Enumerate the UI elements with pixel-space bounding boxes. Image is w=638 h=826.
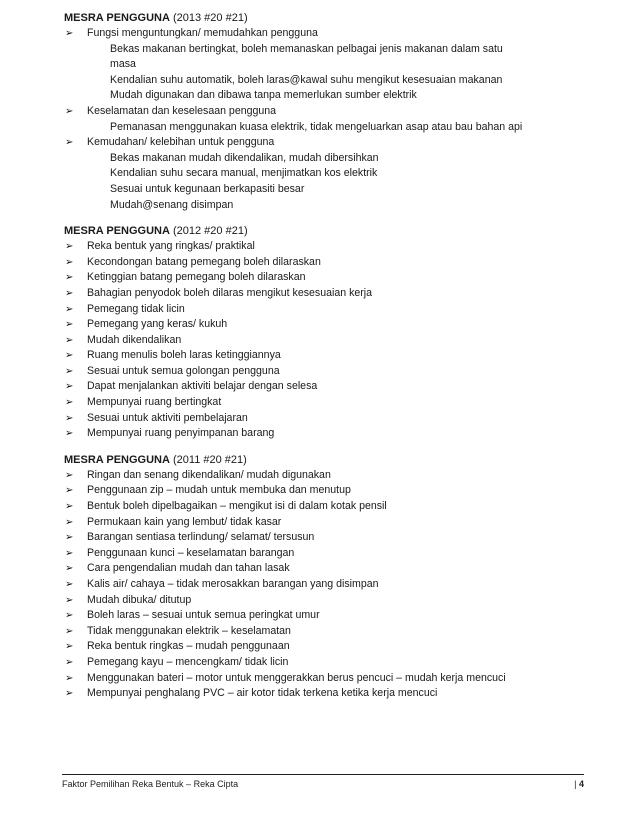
item-text: Bekas makanan bertingkat, boleh memanaskan pelbagai jenis makanan dalam satu bbox=[110, 42, 503, 55]
sub-item bbox=[64, 151, 584, 167]
bullet-item bbox=[64, 577, 584, 593]
item-text: masa bbox=[110, 58, 136, 71]
item-text: Mempunyai ruang penyimpanan barang bbox=[87, 427, 275, 440]
arrow-bullet-icon: ➢ bbox=[65, 610, 74, 622]
bullet-item bbox=[64, 608, 584, 624]
arrow-bullet-icon: ➢ bbox=[65, 272, 74, 284]
sub-item bbox=[64, 57, 584, 73]
bullet-item bbox=[64, 333, 584, 349]
item-text: Pemegang yang keras/ kukuh bbox=[87, 318, 228, 331]
item-text: Permukaan kain yang lembut/ tidak kasar bbox=[87, 515, 282, 528]
arrow-bullet-icon: ➢ bbox=[65, 428, 74, 440]
section-2 bbox=[64, 223, 584, 442]
section-heading-title: MESRA PENGGUNA bbox=[64, 225, 170, 238]
footer-title: Faktor Pemilihan Reka Bentuk – Reka Cipta bbox=[62, 779, 239, 789]
arrow-bullet-icon: ➢ bbox=[65, 365, 74, 377]
item-text: Ketinggian batang pemegang boleh dilaraskan bbox=[87, 271, 306, 284]
bullet-item bbox=[64, 499, 584, 515]
bullet-item bbox=[64, 426, 584, 442]
section-heading-title: MESRA PENGGUNA bbox=[64, 453, 170, 466]
arrow-bullet-icon: ➢ bbox=[65, 547, 74, 559]
arrow-bullet-icon: ➢ bbox=[65, 287, 74, 299]
bullet-item bbox=[64, 239, 584, 255]
bullet-item bbox=[64, 546, 584, 562]
item-text: Mudah dibuka/ ditutup bbox=[87, 593, 192, 606]
section-heading bbox=[64, 452, 584, 468]
sub-item bbox=[64, 182, 584, 198]
item-text: Barangan sentiasa terlindung/ selamat/ tersusun bbox=[87, 531, 315, 544]
bullet-item bbox=[64, 395, 584, 411]
bullet-item bbox=[64, 26, 584, 42]
section-heading-note: (2011 #20 #21) bbox=[169, 453, 247, 466]
item-text: Pemegang tidak licin bbox=[87, 302, 185, 315]
bullet-item bbox=[64, 270, 584, 286]
arrow-bullet-icon: ➢ bbox=[65, 350, 74, 362]
arrow-bullet-icon: ➢ bbox=[65, 303, 74, 315]
bullet-item bbox=[64, 686, 584, 702]
bullet-item bbox=[64, 135, 584, 151]
item-text: Kendalian suhu automatik, boleh laras@kawal suhu mengikut kesesuaian makanan bbox=[110, 73, 503, 86]
item-text: Reka bentuk yang ringkas/ praktikal bbox=[87, 240, 255, 253]
sub-item bbox=[64, 88, 584, 104]
bullet-item bbox=[64, 286, 584, 302]
arrow-bullet-icon: ➢ bbox=[65, 469, 74, 481]
arrow-bullet-icon: ➢ bbox=[65, 397, 74, 409]
page-number bbox=[574, 778, 584, 790]
arrow-bullet-icon: ➢ bbox=[65, 485, 74, 497]
arrow-bullet-icon: ➢ bbox=[65, 656, 74, 668]
section-heading bbox=[64, 10, 584, 26]
bullet-item bbox=[64, 671, 584, 687]
bullet-item bbox=[64, 302, 584, 318]
item-text: Sesuai untuk aktiviti pembelajaran bbox=[87, 411, 248, 424]
item-text: Cara pengendalian mudah dan tahan lasak bbox=[87, 562, 290, 575]
arrow-bullet-icon: ➢ bbox=[65, 28, 74, 39]
bullet-item bbox=[64, 348, 584, 364]
item-text: Mudah digunakan dan dibawa tanpa memerlukan sumber elektrik bbox=[110, 89, 417, 102]
section-heading-note: (2013 #20 #21) bbox=[169, 12, 248, 24]
arrow-bullet-icon: ➢ bbox=[65, 137, 74, 149]
arrow-bullet-icon: ➢ bbox=[65, 688, 74, 700]
bullet-item bbox=[64, 639, 584, 655]
document-body bbox=[64, 10, 584, 712]
arrow-bullet-icon: ➢ bbox=[65, 412, 74, 424]
item-text: Kecondongan batang pemegang boleh dilaraskan bbox=[87, 255, 321, 268]
sub-item bbox=[64, 166, 584, 182]
arrow-bullet-icon: ➢ bbox=[65, 625, 74, 637]
arrow-bullet-icon: ➢ bbox=[65, 594, 74, 606]
item-text: Ringan dan senang dikendalikan/ mudah digunakan bbox=[87, 468, 331, 481]
page-separator: | bbox=[574, 779, 579, 789]
item-text: Kendalian suhu secara manual, menjimatkan kos elektrik bbox=[110, 167, 378, 180]
item-text: Mempunyai ruang bertingkat bbox=[87, 396, 222, 409]
item-text: Bekas makanan mudah dikendalikan, mudah dibersihkan bbox=[110, 151, 379, 164]
item-text: Tidak menggunakan elektrik – keselamatan bbox=[87, 624, 291, 637]
arrow-bullet-icon: ➢ bbox=[65, 334, 74, 346]
arrow-bullet-icon: ➢ bbox=[65, 319, 74, 331]
section-1 bbox=[64, 10, 584, 213]
sub-item bbox=[64, 73, 584, 89]
item-text: Kemudahan/ kelebihan untuk pengguna bbox=[87, 136, 275, 149]
arrow-bullet-icon: ➢ bbox=[65, 381, 74, 393]
bullet-item bbox=[64, 515, 584, 531]
item-text: Bahagian penyodok boleh dilaras mengikut kesesuaian kerja bbox=[87, 286, 373, 299]
arrow-bullet-icon: ➢ bbox=[65, 256, 74, 268]
arrow-bullet-icon: ➢ bbox=[65, 579, 74, 590]
bullet-item bbox=[64, 317, 584, 333]
bullet-item bbox=[64, 104, 584, 120]
item-text: Dapat menjalankan aktiviti belajar dengan selesa bbox=[87, 380, 318, 393]
arrow-bullet-icon: ➢ bbox=[65, 532, 74, 544]
arrow-bullet-icon: ➢ bbox=[65, 501, 74, 513]
item-text: Pemanasan menggunakan kuasa elektrik, tidak mengeluarkan asap atau bau bahan api bbox=[110, 120, 523, 133]
bullet-item bbox=[64, 468, 584, 484]
sub-item bbox=[64, 42, 584, 58]
item-text: Penggunaan zip – mudah untuk membuka dan menutup bbox=[87, 484, 351, 497]
item-text: Ruang menulis boleh laras ketinggiannya bbox=[87, 349, 281, 362]
arrow-bullet-icon: ➢ bbox=[65, 105, 74, 117]
bullet-item bbox=[64, 561, 584, 577]
bullet-item bbox=[64, 379, 584, 395]
item-text: Menggunakan bateri – motor untuk menggerakkan berus pencuci – mudah kerja mencuci bbox=[87, 671, 506, 684]
section-heading-note: (2012 #20 #21) bbox=[169, 225, 248, 238]
bullet-item bbox=[64, 255, 584, 271]
bullet-item bbox=[64, 483, 584, 499]
section-heading-title: MESRA PENGGUNA bbox=[64, 12, 170, 24]
bullet-item bbox=[64, 411, 584, 427]
page-footer bbox=[62, 774, 584, 790]
bullet-item bbox=[64, 364, 584, 380]
section-3 bbox=[64, 452, 584, 702]
item-text: Boleh laras – sesuai untuk semua peringkat umur bbox=[87, 609, 320, 622]
item-text: Bentuk boleh dipelbagaikan – mengikut isi di dalam kotak pensil bbox=[87, 500, 387, 513]
item-text: Pemegang kayu – mencengkam/ tidak licin bbox=[87, 655, 289, 668]
arrow-bullet-icon: ➢ bbox=[65, 563, 74, 575]
item-text: Mempunyai penghalang PVC – air kotor tidak terkena ketika kerja mencuci bbox=[87, 687, 438, 700]
item-text: Sesuai untuk semua golongan pengguna bbox=[87, 364, 280, 377]
arrow-bullet-icon: ➢ bbox=[65, 241, 74, 253]
item-text: Mudah dikendalikan bbox=[87, 333, 182, 346]
item-text: Keselamatan dan keselesaan pengguna bbox=[87, 104, 277, 117]
arrow-bullet-icon: ➢ bbox=[65, 516, 74, 528]
page-number-value: 4 bbox=[578, 779, 584, 789]
item-text: Penggunaan kunci – keselamatan barangan bbox=[87, 546, 295, 559]
bullet-item bbox=[64, 593, 584, 609]
bullet-item bbox=[64, 624, 584, 640]
item-text: Mudah@senang disimpan bbox=[110, 198, 234, 211]
bullet-item bbox=[64, 530, 584, 546]
arrow-bullet-icon: ➢ bbox=[65, 641, 74, 653]
item-text: Reka bentuk ringkas – mudah penggunaan bbox=[87, 640, 290, 653]
item-text: Kalis air/ cahaya – tidak merosakkan barangan yang disimpan bbox=[87, 578, 379, 590]
section-heading bbox=[64, 223, 584, 239]
sub-item bbox=[64, 198, 584, 214]
bullet-item bbox=[64, 655, 584, 671]
arrow-bullet-icon: ➢ bbox=[65, 672, 74, 684]
item-text: Fungsi menguntungkan/ memudahkan pengguna bbox=[87, 27, 318, 39]
sub-item bbox=[64, 120, 584, 136]
item-text: Sesuai untuk kegunaan berkapasiti besar bbox=[110, 182, 305, 195]
